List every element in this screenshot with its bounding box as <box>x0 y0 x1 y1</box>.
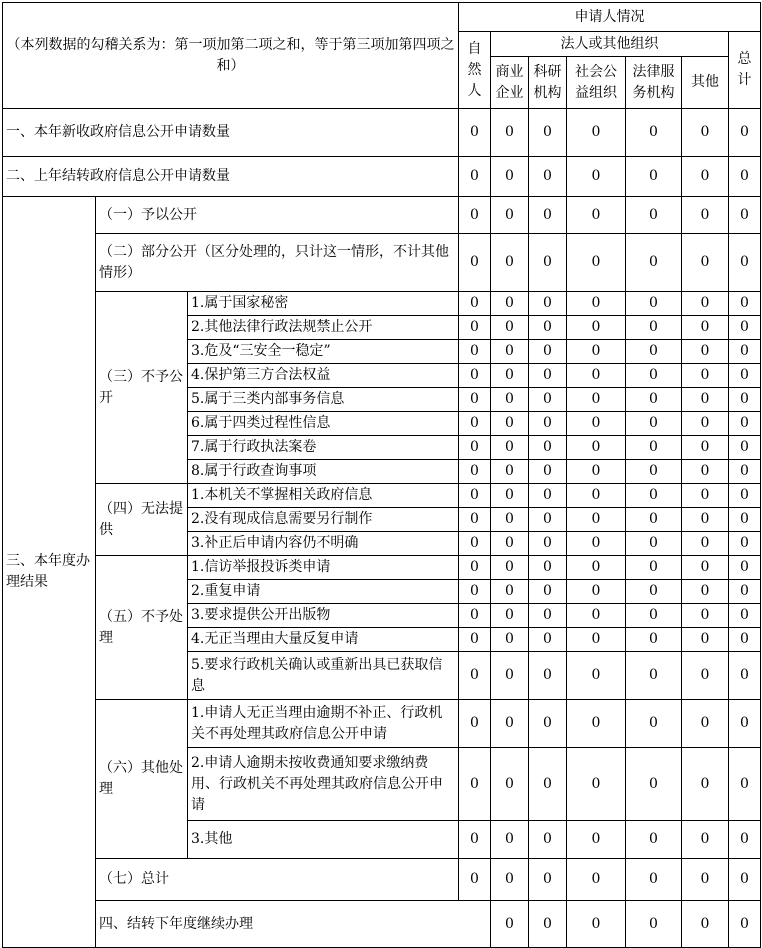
group-label-not-processed: （五）不予处理 <box>96 556 188 700</box>
value-cell: 0 <box>682 628 729 652</box>
value-cell: 0 <box>626 604 682 628</box>
applicant-header: 申请人情况 <box>459 3 761 32</box>
value-cell: 0 <box>459 748 491 821</box>
value-cell: 0 <box>729 388 761 412</box>
group-label-cannot-provide: （四）无法提供 <box>96 484 188 556</box>
value-cell: 0 <box>491 109 529 157</box>
value-cell: 0 <box>529 556 567 580</box>
value-cell: 0 <box>567 700 626 748</box>
value-cell: 0 <box>459 532 491 556</box>
value-cell: 0 <box>626 316 682 340</box>
value-cell: 0 <box>491 748 529 821</box>
value-cell: 0 <box>491 364 529 388</box>
value-cell: 0 <box>682 412 729 436</box>
value-cell: 0 <box>682 580 729 604</box>
value-cell: 0 <box>459 821 491 859</box>
item-label: 4.无正当理由大量反复申请 <box>188 628 459 652</box>
value-cell: 0 <box>459 340 491 364</box>
sub-header-legal-service: 法律服务机构 <box>626 57 682 109</box>
item-label: 2.没有现成信息需要另行制作 <box>188 508 459 532</box>
item-label: 3.补正后申请内容仍不明确 <box>188 532 459 556</box>
value-cell: 0 <box>729 748 761 821</box>
table-row <box>3 859 761 901</box>
group-label-disclosed: （一）予以公开 <box>96 197 459 234</box>
value-cell: 0 <box>626 412 682 436</box>
value-cell: 0 <box>529 412 567 436</box>
table-row <box>3 157 761 197</box>
group-label-total: （七）总计 <box>96 859 459 901</box>
value-cell: 0 <box>529 508 567 532</box>
value-cell: 0 <box>529 388 567 412</box>
value-cell: 0 <box>529 157 567 197</box>
sub-header-public-welfare: 社会公益组织 <box>567 57 626 109</box>
value-cell: 0 <box>567 109 626 157</box>
table-row <box>3 109 761 157</box>
value-cell: 0 <box>626 234 682 292</box>
value-cell: 0 <box>529 532 567 556</box>
group-label-not-disclosed: （三）不予公开 <box>96 292 188 484</box>
value-cell: 0 <box>682 197 729 234</box>
value-cell: 0 <box>682 604 729 628</box>
value-cell: 0 <box>529 340 567 364</box>
value-cell: 0 <box>729 556 761 580</box>
value-cell: 0 <box>459 292 491 316</box>
relationship-note: （本列数据的勾稽关系为：第一项加第二项之和，等于第三项加第四项之和） <box>3 3 459 109</box>
value-cell: 0 <box>626 652 682 700</box>
value-cell: 0 <box>729 234 761 292</box>
item-label: 7.属于行政执法案卷 <box>188 436 459 460</box>
table-row <box>3 484 761 508</box>
table-body <box>3 3 761 948</box>
value-cell: 0 <box>459 484 491 508</box>
section-label-next-year: 四、结转下年度继续办理 <box>96 901 491 948</box>
value-cell: 0 <box>529 652 567 700</box>
item-label: 5.要求行政机关确认或重新出具已获取信息 <box>188 652 459 700</box>
value-cell: 0 <box>459 157 491 197</box>
value-cell: 0 <box>682 436 729 460</box>
value-cell: 0 <box>491 532 529 556</box>
value-cell: 0 <box>729 316 761 340</box>
value-cell: 0 <box>459 859 491 901</box>
value-cell: 0 <box>491 316 529 340</box>
item-label: 3.要求提供公开出版物 <box>188 604 459 628</box>
value-cell: 0 <box>626 484 682 508</box>
value-cell: 0 <box>567 364 626 388</box>
item-label: 8.属于行政查询事项 <box>188 460 459 484</box>
value-cell: 0 <box>567 532 626 556</box>
value-cell: 0 <box>459 580 491 604</box>
sub-header-other: 其他 <box>682 57 729 109</box>
value-cell: 0 <box>729 364 761 388</box>
value-cell: 0 <box>567 652 626 700</box>
value-cell: 0 <box>529 436 567 460</box>
value-cell: 0 <box>529 197 567 234</box>
item-label: 2.申请人逾期未按收费通知要求缴纳费用、行政机关不再处理其政府信息公开申请 <box>188 748 459 821</box>
value-cell: 0 <box>529 628 567 652</box>
value-cell: 0 <box>529 859 567 901</box>
government-info-disclosure-table <box>2 2 761 948</box>
value-cell: 0 <box>567 580 626 604</box>
value-cell: 0 <box>529 604 567 628</box>
value-cell: 0 <box>491 234 529 292</box>
value-cell: 0 <box>491 628 529 652</box>
value-cell: 0 <box>529 292 567 316</box>
item-label: 3.其他 <box>188 821 459 859</box>
value-cell: 0 <box>491 292 529 316</box>
section-label-new: 一、本年新收政府信息公开申请数量 <box>3 109 459 157</box>
value-cell: 0 <box>567 859 626 901</box>
value-cell: 0 <box>729 436 761 460</box>
value-cell: 0 <box>567 157 626 197</box>
item-label: 1.属于国家秘密 <box>188 292 459 316</box>
value-cell: 0 <box>729 109 761 157</box>
table-row <box>3 197 761 234</box>
item-label: 1.信访举报投诉类申请 <box>188 556 459 580</box>
value-cell: 0 <box>567 604 626 628</box>
value-cell: 0 <box>529 700 567 748</box>
value-cell: 0 <box>491 580 529 604</box>
value-cell: 0 <box>682 316 729 340</box>
value-cell: 0 <box>626 292 682 316</box>
value-cell: 0 <box>682 364 729 388</box>
value-cell: 0 <box>459 508 491 532</box>
value-cell: 0 <box>529 580 567 604</box>
value-cell: 0 <box>626 460 682 484</box>
value-cell: 0 <box>491 508 529 532</box>
value-cell: 0 <box>491 436 529 460</box>
table-row <box>3 234 761 292</box>
value-cell: 0 <box>682 388 729 412</box>
value-cell: 0 <box>529 484 567 508</box>
value-cell: 0 <box>729 628 761 652</box>
value-cell: 0 <box>729 292 761 316</box>
value-cell: 0 <box>491 412 529 436</box>
value-cell: 0 <box>459 197 491 234</box>
value-cell: 0 <box>529 316 567 340</box>
value-cell: 0 <box>491 388 529 412</box>
value-cell: 0 <box>682 157 729 197</box>
value-cell: 0 <box>459 604 491 628</box>
item-label: 5.属于三类内部事务信息 <box>188 388 459 412</box>
value-cell: 0 <box>682 700 729 748</box>
value-cell: 0 <box>459 109 491 157</box>
value-cell: 0 <box>491 821 529 859</box>
value-cell: 0 <box>491 859 529 901</box>
value-cell: 0 <box>459 556 491 580</box>
table-row <box>3 700 761 748</box>
value-cell: 0 <box>567 234 626 292</box>
value-cell: 0 <box>491 340 529 364</box>
value-cell: 0 <box>682 859 729 901</box>
value-cell: 0 <box>459 412 491 436</box>
value-cell: 0 <box>529 364 567 388</box>
value-cell: 0 <box>567 436 626 460</box>
value-cell: 0 <box>729 604 761 628</box>
value-cell: 0 <box>491 484 529 508</box>
value-cell: 0 <box>459 628 491 652</box>
value-cell: 0 <box>529 460 567 484</box>
value-cell: 0 <box>567 901 626 948</box>
value-cell: 0 <box>626 388 682 412</box>
value-cell: 0 <box>682 652 729 700</box>
value-cell: 0 <box>491 460 529 484</box>
value-cell: 0 <box>682 460 729 484</box>
item-label: 4.保护第三方合法权益 <box>188 364 459 388</box>
value-cell: 0 <box>459 364 491 388</box>
value-cell: 0 <box>529 901 567 948</box>
value-cell: 0 <box>459 652 491 700</box>
item-label: 2.重复申请 <box>188 580 459 604</box>
total-header: 总计 <box>729 32 761 109</box>
value-cell: 0 <box>626 821 682 859</box>
table-row <box>3 292 761 316</box>
value-cell: 0 <box>729 484 761 508</box>
value-cell: 0 <box>626 556 682 580</box>
value-cell: 0 <box>729 580 761 604</box>
value-cell: 0 <box>626 197 682 234</box>
value-cell: 0 <box>567 292 626 316</box>
value-cell: 0 <box>729 157 761 197</box>
value-cell: 0 <box>529 748 567 821</box>
value-cell: 0 <box>682 234 729 292</box>
value-cell: 0 <box>682 748 729 821</box>
sub-header-research: 科研机构 <box>529 57 567 109</box>
value-cell: 0 <box>626 859 682 901</box>
value-cell: 0 <box>682 109 729 157</box>
value-cell: 0 <box>626 580 682 604</box>
value-cell: 0 <box>567 484 626 508</box>
value-cell: 0 <box>459 460 491 484</box>
value-cell: 0 <box>567 197 626 234</box>
item-label: 1.申请人无正当理由逾期不补正、行政机关不再处理其政府信息公开申请 <box>188 700 459 748</box>
value-cell: 0 <box>626 532 682 556</box>
value-cell: 0 <box>491 556 529 580</box>
value-cell: 0 <box>682 484 729 508</box>
value-cell: 0 <box>729 340 761 364</box>
value-cell: 0 <box>567 628 626 652</box>
value-cell: 0 <box>567 821 626 859</box>
value-cell: 0 <box>626 700 682 748</box>
value-cell: 0 <box>491 652 529 700</box>
value-cell: 0 <box>729 412 761 436</box>
group-label-partial: （二）部分公开（区分处理的，只计这一情形，不计其他情形） <box>96 234 459 292</box>
value-cell: 0 <box>567 340 626 364</box>
group-label-other-handling: （六）其他处理 <box>96 700 188 859</box>
value-cell: 0 <box>626 748 682 821</box>
value-cell: 0 <box>729 901 761 948</box>
item-label: 1.本机关不掌握相关政府信息 <box>188 484 459 508</box>
item-label: 6.属于四类过程性信息 <box>188 412 459 436</box>
value-cell: 0 <box>567 460 626 484</box>
value-cell: 0 <box>529 821 567 859</box>
section-label-results: 三、本年度办理结果 <box>3 197 96 948</box>
value-cell: 0 <box>682 901 729 948</box>
value-cell: 0 <box>491 157 529 197</box>
value-cell: 0 <box>567 388 626 412</box>
value-cell: 0 <box>491 197 529 234</box>
value-cell: 0 <box>682 821 729 859</box>
value-cell: 0 <box>729 460 761 484</box>
value-cell: 0 <box>567 556 626 580</box>
value-cell: 0 <box>459 234 491 292</box>
value-cell: 0 <box>729 821 761 859</box>
value-cell: 0 <box>626 628 682 652</box>
header-row-1 <box>3 3 761 32</box>
value-cell: 0 <box>626 340 682 364</box>
value-cell: 0 <box>529 234 567 292</box>
value-cell: 0 <box>491 700 529 748</box>
table-row <box>3 901 761 948</box>
item-label: 2.其他法律行政法规禁止公开 <box>188 316 459 340</box>
value-cell: 0 <box>459 388 491 412</box>
value-cell: 0 <box>491 604 529 628</box>
natural-person-header: 自然人 <box>459 32 491 109</box>
value-cell: 0 <box>459 316 491 340</box>
table-row <box>3 556 761 580</box>
value-cell: 0 <box>729 700 761 748</box>
value-cell: 0 <box>567 412 626 436</box>
value-cell: 0 <box>729 532 761 556</box>
value-cell: 0 <box>626 157 682 197</box>
section-label-carried: 二、上年结转政府信息公开申请数量 <box>3 157 459 197</box>
value-cell: 0 <box>682 532 729 556</box>
value-cell: 0 <box>682 340 729 364</box>
value-cell: 0 <box>682 508 729 532</box>
item-label: 3.危及“三安全一稳定” <box>188 340 459 364</box>
value-cell: 0 <box>729 197 761 234</box>
value-cell: 0 <box>626 901 682 948</box>
value-cell: 0 <box>567 316 626 340</box>
value-cell: 0 <box>682 292 729 316</box>
value-cell: 0 <box>626 508 682 532</box>
value-cell: 0 <box>529 109 567 157</box>
value-cell: 0 <box>729 508 761 532</box>
value-cell: 0 <box>626 436 682 460</box>
value-cell: 0 <box>459 700 491 748</box>
value-cell: 0 <box>626 364 682 388</box>
value-cell: 0 <box>682 556 729 580</box>
legal-entity-header: 法人或其他组织 <box>491 32 729 57</box>
value-cell: 0 <box>491 901 529 948</box>
value-cell: 0 <box>626 109 682 157</box>
sub-header-business: 商业企业 <box>491 57 529 109</box>
value-cell: 0 <box>729 652 761 700</box>
value-cell: 0 <box>459 436 491 460</box>
value-cell: 0 <box>729 859 761 901</box>
value-cell: 0 <box>567 748 626 821</box>
value-cell: 0 <box>567 508 626 532</box>
